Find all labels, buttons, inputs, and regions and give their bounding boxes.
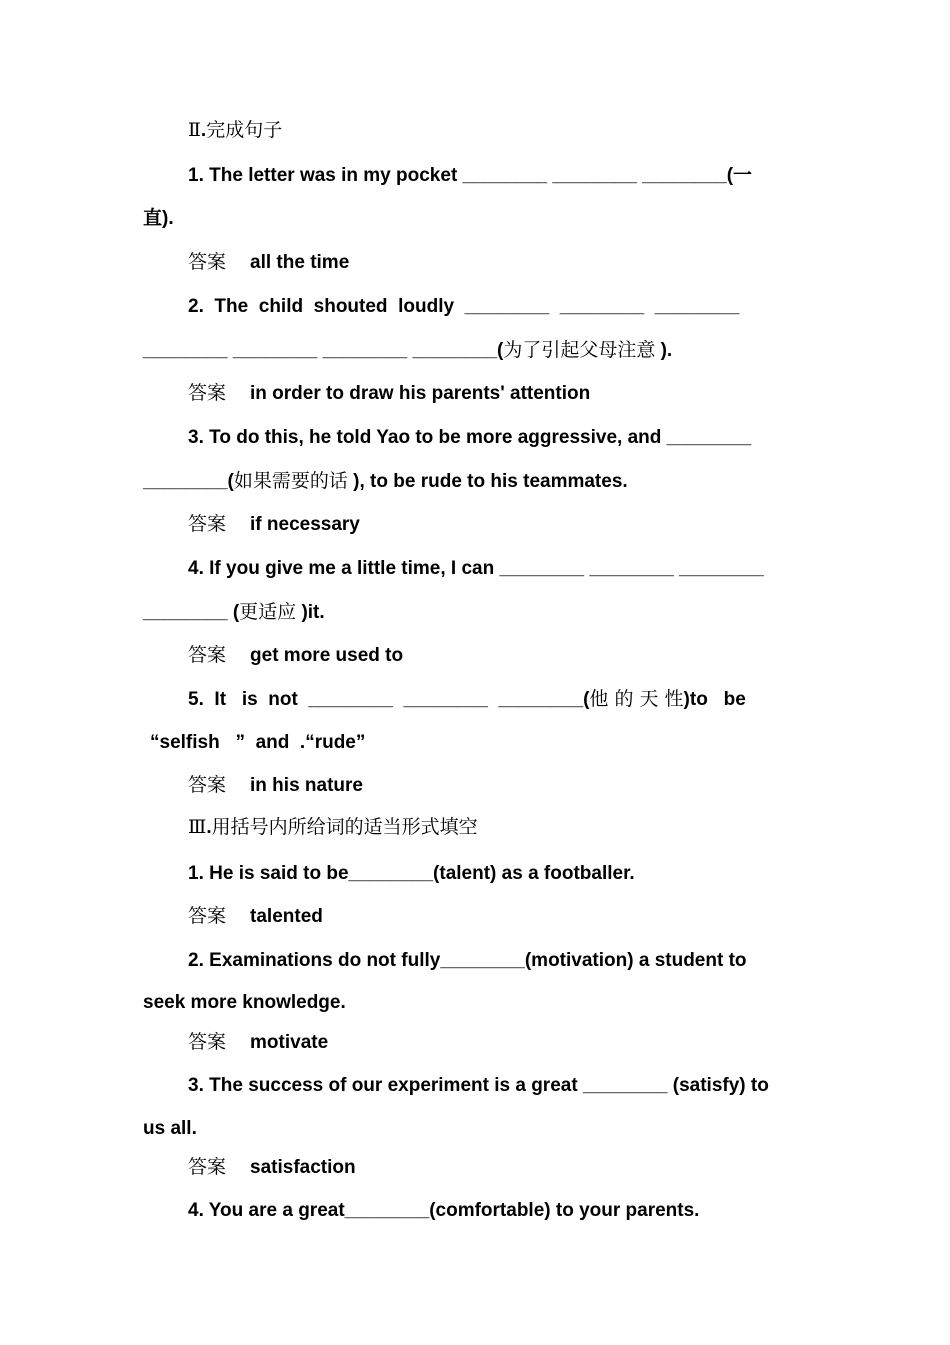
s2-q2-answer: 答案 in order to draw his parents' attention xyxy=(188,382,591,404)
s2-q2-line2: ________ ________ ________ ________(为了引起父母注意 ). xyxy=(143,339,673,361)
s2-q3-line1: 3. To do this, he told Yao to be more aggressive, and ________ xyxy=(188,427,752,448)
s3-q1-line1: 1. He is said to be________(talent) as a footballer. xyxy=(188,863,635,884)
section-2-title: 完成句子 xyxy=(206,119,283,141)
s2-q4-answer: 答案 get more used to xyxy=(188,644,404,666)
s2-q2-line1: 2. The child shouted loudly ________ ________ ________ xyxy=(188,296,740,317)
s3-q2-line2: seek more knowledge. xyxy=(143,992,346,1013)
s2-q1-line2: 直). xyxy=(143,208,174,229)
s3-q2-line1: 2. Examinations do not fully________(motivation) a student to xyxy=(188,950,747,971)
s2-q3-line2: ________(如果需要的话 ), to be rude to his teammates. xyxy=(143,470,628,492)
section-3-title: 用括号内所给词的适当形式填空 xyxy=(211,816,478,838)
s2-q1-answer: 答案 all the time xyxy=(188,251,350,273)
s2-q3-answer: 答案 if necessary xyxy=(188,513,360,535)
s3-q3-line2: us all. xyxy=(143,1118,197,1139)
section-2-header: Ⅱ.完成句子 xyxy=(188,119,283,141)
s3-q2-answer: 答案 motivate xyxy=(188,1031,329,1053)
s2-q1-line1: 1. The letter was in my pocket ________ ________ ________(一 xyxy=(188,165,753,186)
s2-q5-line2: “selfish ” and .“rude” xyxy=(150,732,366,753)
s2-q5-line1: 5. It is not ________ ________ ________(他 的 天 性)to be xyxy=(188,688,746,710)
s2-q4-line2: ________ (更适应 )it. xyxy=(143,601,325,623)
s2-q4-line1: 4. If you give me a little time, I can ________ ________ ________ xyxy=(188,558,764,579)
section-2-numeral: Ⅱ xyxy=(188,119,201,141)
s3-q3-line1: 3. The success of our experiment is a great ________ (satisfy) to xyxy=(188,1075,769,1096)
section-3-numeral: Ⅲ xyxy=(188,816,207,838)
section-3-header: Ⅲ.用括号内所给词的适当形式填空 xyxy=(188,816,478,838)
s3-q3-answer: 答案 satisfaction xyxy=(188,1156,356,1178)
s3-q1-answer: 答案 talented xyxy=(188,905,323,927)
s2-q5-answer: 答案 in his nature xyxy=(188,774,363,796)
s3-q4-line1: 4. You are a great________(comfortable) to your parents. xyxy=(188,1200,700,1221)
